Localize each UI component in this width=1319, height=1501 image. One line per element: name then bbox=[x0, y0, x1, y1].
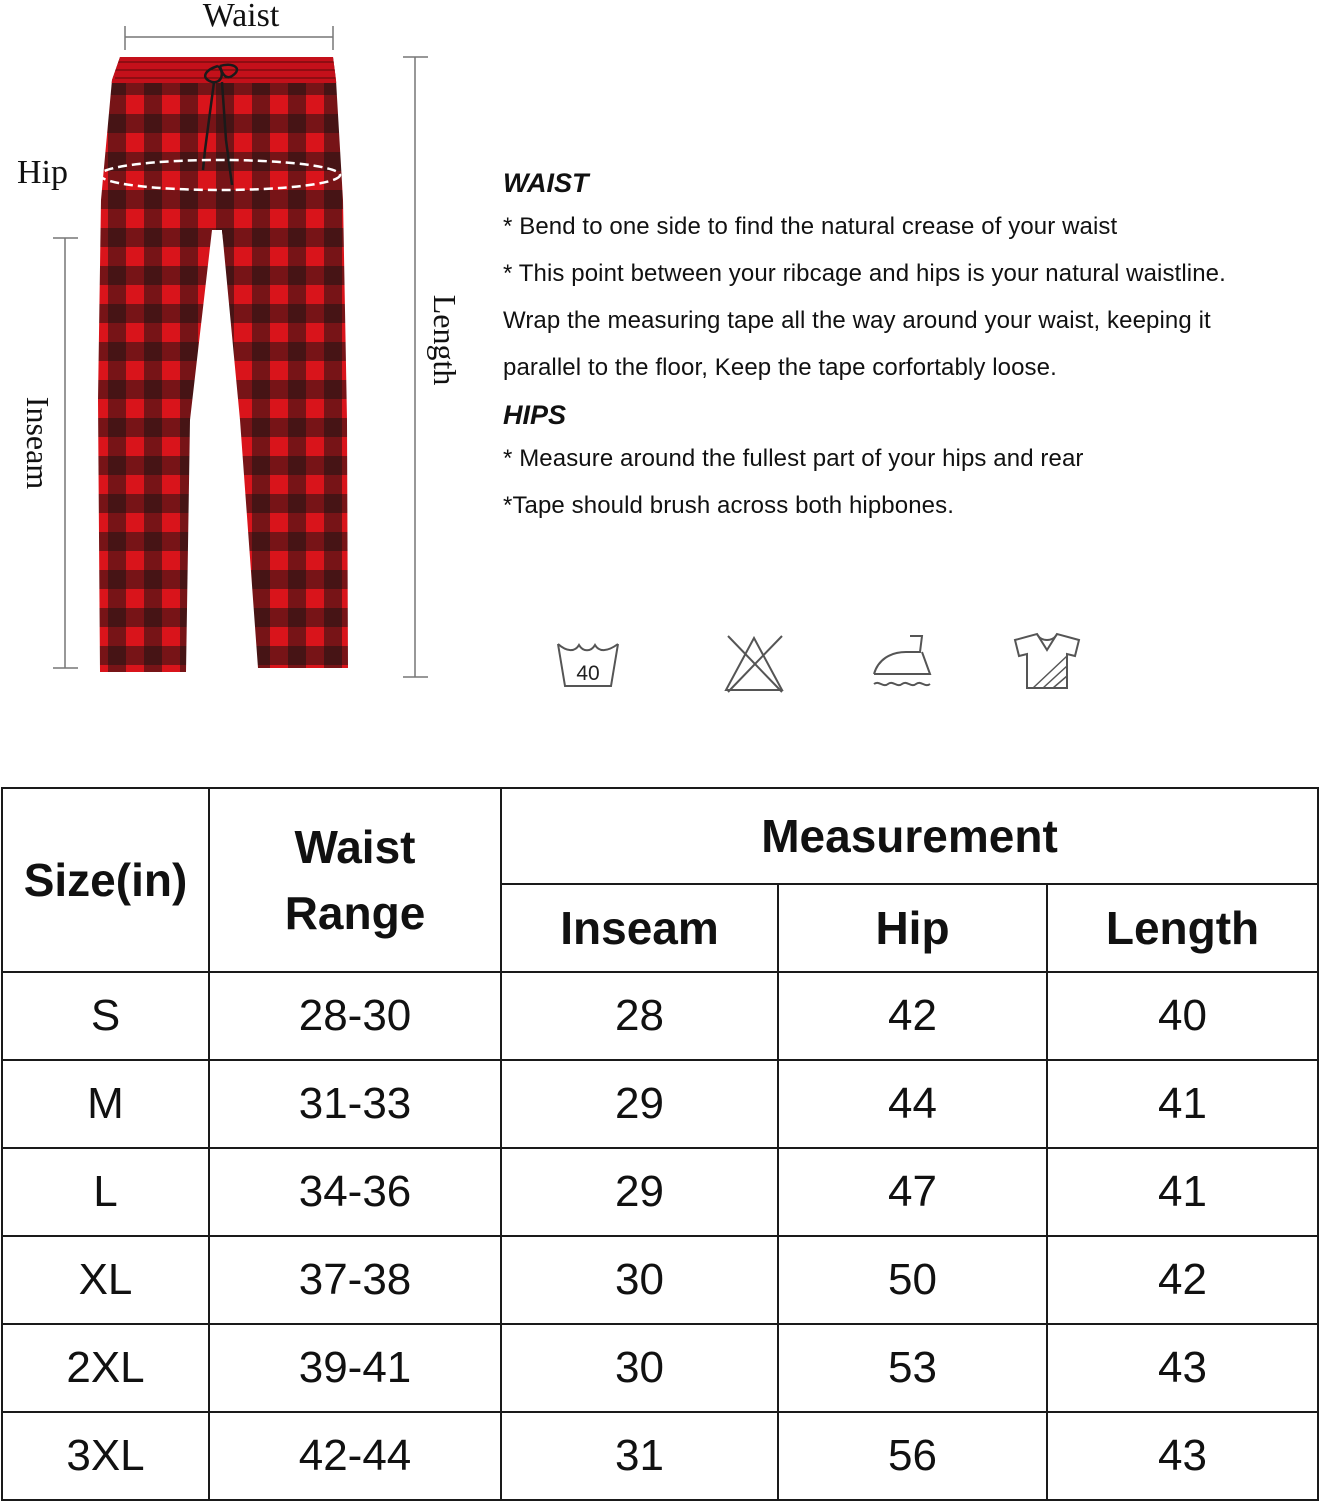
waist-instruction-line: Wrap the measuring tape all the way around your waist, keeping it bbox=[503, 307, 1211, 334]
iron-steam-icon bbox=[870, 630, 936, 692]
table-row bbox=[2, 972, 1318, 1060]
hips-instruction-line: *Tape should brush across both hipbones. bbox=[503, 492, 954, 519]
size-cell: 2XL bbox=[2, 1324, 209, 1412]
table-row bbox=[2, 1148, 1318, 1236]
pants-diagram bbox=[0, 0, 480, 700]
length-cell: 41 bbox=[1047, 1060, 1318, 1148]
hip-cell: 53 bbox=[778, 1324, 1047, 1412]
table-row bbox=[2, 1412, 1318, 1500]
measurement-group-header: Measurement bbox=[501, 788, 1318, 884]
waist-instruction-line: parallel to the floor, Keep the tape corfortably loose. bbox=[503, 354, 1057, 381]
size-cell: S bbox=[2, 972, 209, 1060]
length-cell: 42 bbox=[1047, 1236, 1318, 1324]
waist-range-header-line: Range bbox=[284, 887, 426, 939]
measuring-instructions bbox=[503, 163, 1319, 529]
waist-section-title: WAIST bbox=[503, 168, 589, 198]
length-cell: 40 bbox=[1047, 972, 1318, 1060]
length-cell: 43 bbox=[1047, 1412, 1318, 1500]
length-column-header: Length bbox=[1047, 884, 1318, 972]
waist-instruction-line: * Bend to one side to find the natural crease of your waist bbox=[503, 213, 1118, 240]
table-row bbox=[2, 1324, 1318, 1412]
hips-section-title: HIPS bbox=[503, 400, 567, 430]
inseam-cell: 31 bbox=[501, 1412, 778, 1500]
waist-range-cell: 34-36 bbox=[209, 1148, 501, 1236]
size-cell: L bbox=[2, 1148, 209, 1236]
waist-range-cell: 31-33 bbox=[209, 1060, 501, 1148]
inseam-cell: 29 bbox=[501, 1148, 778, 1236]
hips-instruction-line: * Measure around the fullest part of your hips and rear bbox=[503, 445, 1084, 472]
waist-range-column-header bbox=[209, 788, 501, 972]
size-cell: M bbox=[2, 1060, 209, 1148]
inseam-cell: 30 bbox=[501, 1324, 778, 1412]
hip-cell: 42 bbox=[778, 972, 1047, 1060]
pants-illustration bbox=[90, 50, 360, 680]
table-row bbox=[2, 1236, 1318, 1324]
inseam-column-header: Inseam bbox=[501, 884, 778, 972]
inseam-cell: 28 bbox=[501, 972, 778, 1060]
waist-range-cell: 28-30 bbox=[209, 972, 501, 1060]
waist-range-cell: 42-44 bbox=[209, 1412, 501, 1500]
hang-dry-shirt-icon bbox=[1013, 630, 1081, 692]
table-header-row bbox=[2, 788, 1318, 884]
inseam-cell: 29 bbox=[501, 1060, 778, 1148]
hip-column-header: Hip bbox=[778, 884, 1047, 972]
size-column-header: Size(in) bbox=[2, 788, 209, 972]
inseam-cell: 30 bbox=[501, 1236, 778, 1324]
hip-cell: 44 bbox=[778, 1060, 1047, 1148]
wash-40-icon bbox=[555, 630, 621, 692]
length-measure-line bbox=[403, 57, 428, 677]
waist-range-cell: 39-41 bbox=[209, 1324, 501, 1412]
length-cell: 43 bbox=[1047, 1324, 1318, 1412]
do-not-bleach-icon bbox=[722, 630, 786, 696]
size-chart-table bbox=[1, 787, 1319, 1501]
size-cell: 3XL bbox=[2, 1412, 209, 1500]
waist-range-cell: 37-38 bbox=[209, 1236, 501, 1324]
hip-diagram-label: Hip bbox=[17, 154, 68, 191]
inseam-diagram-label: Inseam bbox=[20, 396, 56, 490]
hip-cell: 47 bbox=[778, 1148, 1047, 1236]
hip-cell: 56 bbox=[778, 1412, 1047, 1500]
waist-range-header-line: Waist bbox=[294, 821, 416, 873]
table-row bbox=[2, 1060, 1318, 1148]
size-cell: XL bbox=[2, 1236, 209, 1324]
waist-instruction-line: * This point between your ribcage and hips is your natural waistline. bbox=[503, 260, 1226, 287]
waist-diagram-label: Waist bbox=[202, 0, 280, 34]
length-cell: 41 bbox=[1047, 1148, 1318, 1236]
wash-temperature: 40 bbox=[576, 662, 600, 685]
hip-cell: 50 bbox=[778, 1236, 1047, 1324]
length-diagram-label: Length bbox=[427, 294, 463, 386]
